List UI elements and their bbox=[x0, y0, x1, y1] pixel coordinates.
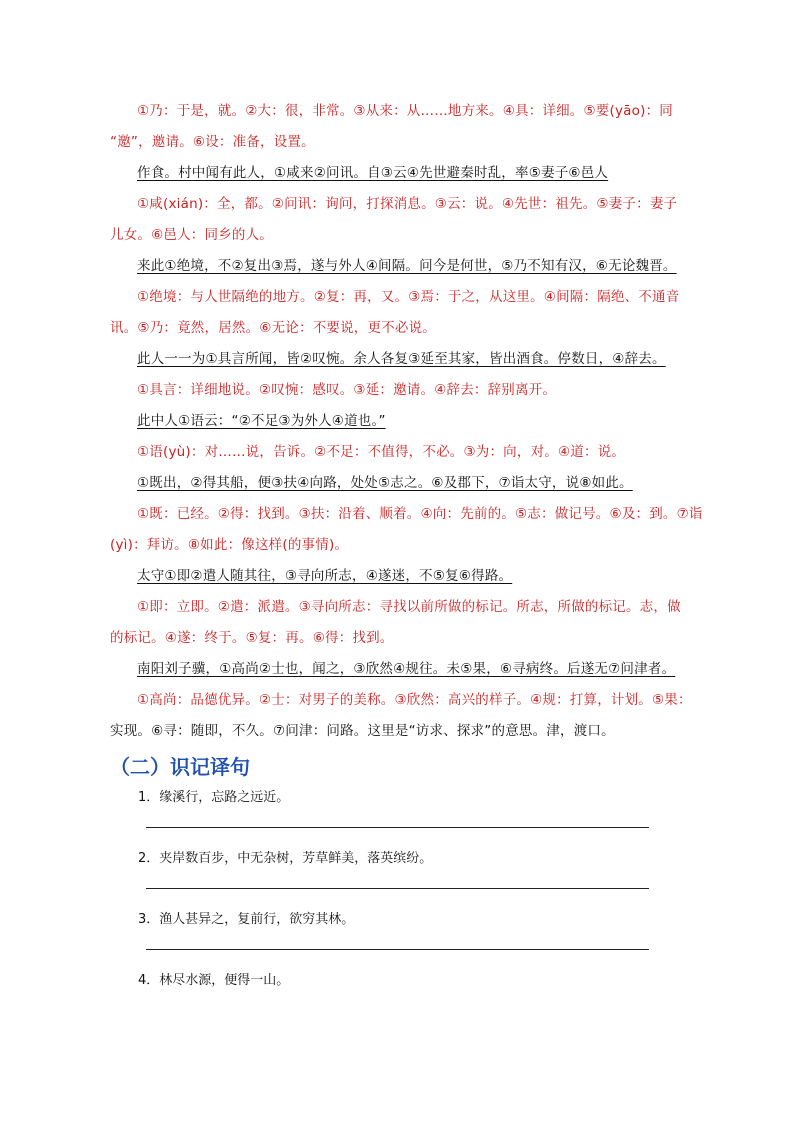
source-text-line: 作食。村中闻有此人，①咸来②问讯。自③云④先世避秦时乱，率⑤妻子⑥邑人 bbox=[137, 165, 609, 181]
question-item: 2．夹岸数百步，中无杂树，芳草鲜美，落英缤纷。 bbox=[138, 851, 433, 866]
answer-line[interactable] bbox=[146, 888, 649, 889]
annotation-line: (yì)：拜访。⑧如此：像这样(的事情)。 bbox=[110, 537, 349, 553]
answer-line[interactable] bbox=[146, 949, 649, 950]
annotation-line: ①高尚：品德优异。②士：对男子的美称。③欣然：高兴的样子。④规：打算，计划。⑤果： bbox=[137, 692, 692, 708]
document-page bbox=[110, 96, 710, 992]
question-item: 4．林尽水源，便得一山。 bbox=[138, 973, 290, 988]
answer-line[interactable] bbox=[146, 827, 649, 828]
source-text-line: 此人一一为①具言所闻，皆②叹惋。余人各复③延至其家，皆出酒食。停数日，④辞去。 bbox=[137, 351, 666, 367]
source-text-line: ①既出，②得其船，便③扶④向路，处处⑤志之。⑥及郡下，⑦诣太守，说⑧如此。 bbox=[137, 475, 633, 491]
source-text-line: 来此①绝境，不②复出③焉，遂与外人④间隔。问今是何世，⑤乃不知有汉，⑥无论魏晋。 bbox=[137, 258, 677, 274]
source-text-line: 太守①即②遣人随其往，③寻向所志，④遂迷，不⑤复⑥得路。 bbox=[137, 568, 513, 584]
annotation-line: 讯。⑤乃：竟然，居然。⑥无论：不要说，更不必说。 bbox=[110, 320, 437, 336]
annotation-line: ①绝境：与人世隔绝的地方。②复：再，又。③焉：于之，从这里。④间隔：隔绝、不通音 bbox=[137, 289, 680, 305]
question-item: 1．缘溪行，忘路之远近。 bbox=[138, 790, 290, 805]
annotation-line: 实现。⑥寻：随即，不久。⑦问津：问路。这里是“访求、探求”的意思。津，渡口。 bbox=[110, 723, 615, 739]
annotation-line: ①具言：详细地说。②叹惋：感叹。③延：邀请。④辞去：辞别离开。 bbox=[137, 382, 557, 398]
annotation-line: ①乃：于是，就。②大：很，非常。③从来：从……地方来。④具：详细。⑤要(yāo)：同 bbox=[137, 103, 673, 119]
source-text-line: 此中人①语云：“②不足③为外人④道也。” bbox=[137, 413, 386, 429]
annotation-line: 的标记。④遂：终于。⑤复：再。⑥得：找到。 bbox=[110, 630, 394, 646]
annotation-line: ①即：立即。②遣：派遣。③寻向所志：寻找以前所做的标记。所志，所做的标记。志，做 bbox=[137, 599, 681, 615]
annotation-line: 儿女。⑥邑人：同乡的人。 bbox=[110, 227, 274, 243]
annotation-line: ①既：已经。②得：找到。③扶：沿着、顺着。④向：先前的。⑤志：做记号。⑥及：到。⑦诣 bbox=[137, 506, 703, 522]
annotation-line: ①语(yù)：对……说，告诉。②不足：不值得，不必。③为：向，对。④道：说。 bbox=[137, 444, 626, 460]
section-title: （二）识记译句 bbox=[110, 755, 250, 779]
annotation-line: “邀”，邀请。⑥设：准备，设置。 bbox=[110, 134, 315, 150]
question-item: 3．渔人甚异之，复前行，欲穷其林。 bbox=[138, 912, 355, 927]
annotation-line: ①咸(xián)：全，都。②问讯：询问，打探消息。③云：说。④先世：祖先。⑤妻子：妻子 bbox=[137, 196, 678, 212]
source-text-line: 南阳刘子骥，①高尚②士也，闻之，③欣然④规往。未⑤果，⑥寻病终。后遂无⑦问津者。 bbox=[137, 661, 676, 677]
